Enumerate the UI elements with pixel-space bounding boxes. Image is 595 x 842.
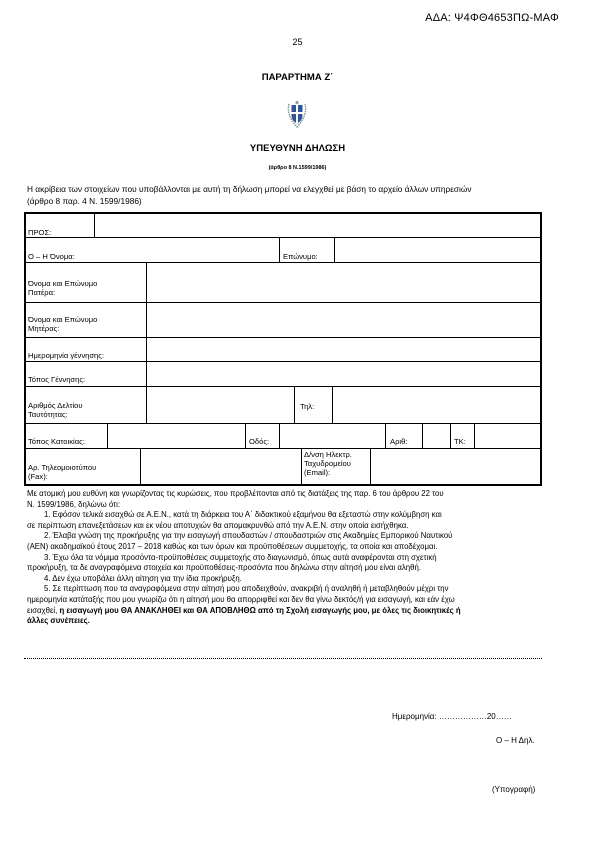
statement-line: ημερομηνία κατάταξής που μου γνωρίζω ότι η αίτησή μου θα απορριφθεί και δεν θα γίνω δεκτός/ή για εισαγωγή, και εάν έχω [27,594,455,604]
declaration-form [24,212,542,486]
email-label: Δ/νση Ηλεκτρ. Ταχυδρομείου (Email): [304,450,352,477]
residence-label: Τόπος Κατοικίας: [28,437,85,446]
fax-label: Αρ. Τηλεομοιοτύπου (Fax): [28,463,97,481]
statement-item-2: 2. Έλαβα γνώση της προκήρυξης για την εισαγωγή σπουδαστών / σπουδαστριών στις Ακαδημίες Εμπορικού Ναυτικού [44,531,453,541]
statement-line: άλλες συνέπειες. [27,616,90,626]
annex-title: ΠΑΡΑΡΤΗΜΑ Ζ΄ [261,72,334,83]
to-label: ΠΡΟΣ: [28,228,52,237]
statement-line: Με ατομική μου ευθύνη και γνωρίζοντας τις κυρώσεις, που προβλέπονται από τις διατάξεις της παρ. 6 του άρθρου 22 του [27,489,444,498]
intro-line: (άρθρο 8 παρ. 4 Ν. 1599/1986) [27,196,142,206]
street-label: Οδός: [249,437,270,446]
statement-item-4: 4. Δεν έχω υποβάλει άλλη αίτηση για την ίδια προκήρυξη. [44,573,242,583]
statement-line: σε περίπτωση επανεξετάσεων και εκ νέου αποτυχιών θα απομακρυνθώ από την Α.Ε.Ν. στην οποία εισήχθηκα. [27,520,409,530]
declaration-title: ΥΠΕΥΘΥΝΗ ΔΗΛΩΣΗ [249,143,346,154]
mother-name-label: Όνομα και Επώνυμο Μητέρας: [28,315,98,333]
statement-text [27,489,542,627]
statement-line: εισαχθεί, η εισαγωγή μου ΘΑ ΑΝΑΚΛΗΘΕΙ και ΘΑ ΑΠΟΒΛΗΘΩ από τη Σχολή εισαγωγής μου, με όλες τις διοικητικές ή [27,605,461,615]
number-label: Αριθ: [390,437,408,446]
surname-label: Επώνυμο: [283,252,318,261]
phone-label: Τηλ: [300,402,315,411]
ada-code: ΑΔΑ: Ψ4ΦΘ4653ΠΩ-ΜΑΦ [425,12,559,24]
statement-line: προκήρυξη, τα δε αναγραφόμενα στοιχεία και προϋποθέσεις-προσόντα που δηλώνω στην αίτησή μου είναι αληθή. [27,563,421,573]
statement-item-5: 5. Σε περίπτωση που τα αναγραφόμενα στην αίτησή μου αποδειχθούν, ανακριβή ή αναληθή ή μεταβληθούν μέχρι την [44,584,449,594]
birth-place-label: Τόπος Γέννησης: [28,375,86,384]
intro-line: Η ακρίβεια των στοιχείων που υποβάλλονται με αυτή τη δήλωση μπορεί να ελεγχθεί με βάση το αρχείο άλλων υπηρεσιών [27,184,472,194]
page-number: 25 [292,37,303,47]
divider [24,658,542,659]
greek-state-emblem-icon [283,99,311,129]
statement-item-1: 1. Εφόσον τελικά εισαχθώ σε Α.Ε.Ν., κατά τη διάρκεια του Α΄ διδακτικού εξαμήνου θα εξεταστώ στην κολύμβηση και [44,510,442,520]
intro-text [27,183,572,207]
date-field: Ημερομηνία: ………………20…… [392,712,512,721]
father-name-label: Όνομα και Επώνυμο Πατέρα: [28,279,98,297]
postcode-label: ΤΚ: [454,437,466,446]
birth-date-label: Ημερομηνία γέννησης: [28,351,105,360]
first-name-label: Ο – Η Όνομα: [28,252,75,261]
statement-item-3: 3. Έχω όλα τα νόμιμα προσόντα-προϋποθέσεις συμμετοχής στο διαγωνισμό, όπως αυτά αναφέρονται στη σχετική [44,552,437,562]
statement-line: (ΑΕΝ) ακαδημαϊκού έτους 2017 – 2018 καθώς και των όρων και προϋποθέσεων συμμετοχής, τα οποία και αποδέχομαι. [27,541,438,551]
statement-line: Ν. 1599/1986, δηλώνω ότι: [27,499,121,509]
signature-label: (Υπογραφή) [492,785,536,794]
id-number-label: Αριθμός Δελτίου Ταυτότητας: [28,401,83,419]
law-reference: (άρθρο 8 Ν.1599/1986) [268,165,327,171]
declarant-label: Ο – Η Δηλ. [496,736,535,745]
